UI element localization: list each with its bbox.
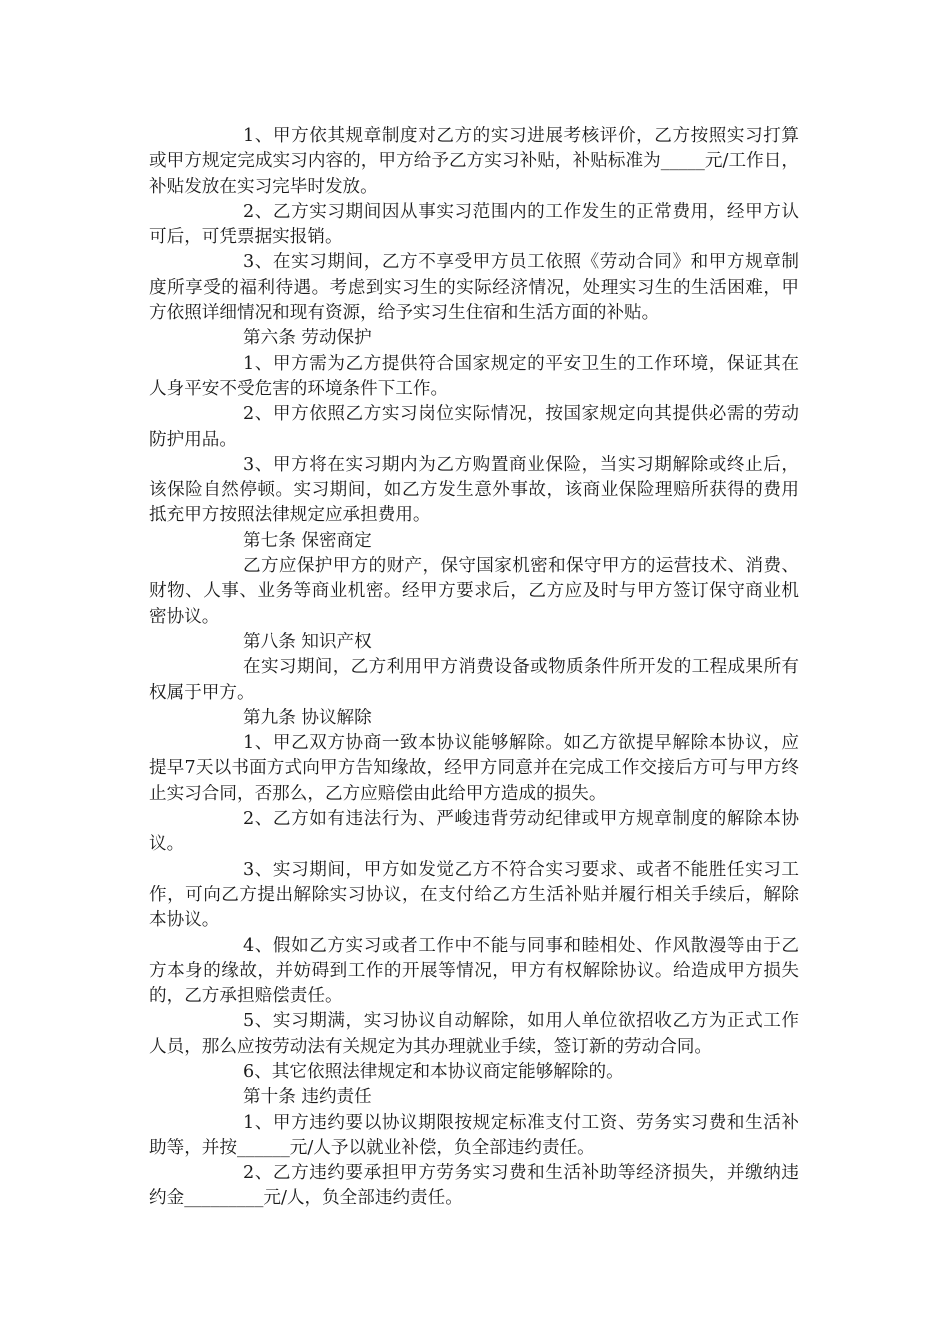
paragraph-protective-equipment: 2、甲方依照乙方实习岗位实际情况，按国家规定向其提供必需的劳动防护用品。 [149, 404, 799, 450]
paragraph-safe-environment: 1、甲方需为乙方提供符合国家规定的平安卫生的工作环境，保证其在人身平安不受危害的环境条件下工作。 [149, 353, 799, 399]
section-heading-labor-protection: 第六条 劳动保护 [243, 328, 372, 349]
paragraph-benefits: 3、在实习期间，乙方不享受甲方员工依照《劳动合同》和甲方规章制度所享受的福利待遇。考虑到实习生的实际经济情况，处理实习生的生活困难，甲方依照详细情况和现有资源，给予实习生住宿和生活方面的补贴。 [149, 252, 799, 324]
paragraph-intellectual-property: 在实习期间，乙方利用甲方消费设备或物质条件所开发的工程成果所有权属于甲方。 [149, 657, 799, 703]
section-heading-intellectual-property: 第八条 知识产权 [243, 631, 372, 652]
paragraph-expenses: 2、乙方实习期间因从事实习范围内的工作发生的正常费用，经甲方认可后，可凭票据实报销。 [149, 201, 799, 248]
paragraph-termination-mutual: 1、甲乙双方协商一致本协议能够解除。如乙方欲提早解除本协议，应提早7天以书面方式向甲方告知缘故，经甲方同意并在完成工作交接后方可与甲方终止实习合同，否那么，乙方应赔偿由此给甲方造成的损失。 [149, 733, 799, 804]
paragraph-termination-violation: 2、乙方如有违法行为、严峻违背劳动纪律或甲方规章制度的解除本协议。 [149, 809, 799, 855]
section-heading-confidentiality: 第七条 保密商定 [243, 530, 372, 551]
section-heading-breach-liability: 第十条 违约责任 [243, 1087, 372, 1108]
paragraph-insurance: 3、甲方将在实习期内为乙方购置商业保险，当实习期解除或终止后，该保险自然停顿。实习期间，如乙方发生意外事故，该商业保险理赔所获得的费用抵充甲方按照法律规定应承担费用。 [149, 454, 799, 526]
paragraph-confidentiality: 乙方应保护甲方的财产，保守国家机密和保守甲方的运营技术、消费、财物、人事、业务等商业机密。经甲方要求后，乙方应及时与甲方签订保守商业机密协议。 [149, 556, 799, 627]
paragraph-termination-expiry: 5、实习期满，实习协议自动解除，如用人单位欲招收乙方为正式工作人员，那么应按劳动法有关规定为其办理就业手续，签订新的劳动合同。 [149, 1011, 799, 1057]
paragraph-termination-other: 6、其它依照法律规定和本协议商定能够解除的。 [243, 1061, 624, 1082]
paragraph-breach-party-b: 2、乙方违约要承担甲方劳务实习费和生活补助等经济损失，并缴纳违约金_________元/人，负全部违约责任。 [149, 1163, 799, 1209]
paragraph-termination-unqualified: 3、实习期间，甲方如发觉乙方不符合实习要求、或者不能胜任实习工作，可向乙方提出解除实习协议，在支付给乙方生活补贴并履行相关手续后，解除本协议。 [149, 859, 799, 931]
paragraph-breach-party-a: 1、甲方违约要以协议期限按规定标准支付工资、劳务实习费和生活补助等，并按______元/人予以就业补偿，负全部违约责任。 [149, 1112, 799, 1158]
section-heading-termination: 第九条 协议解除 [243, 707, 372, 728]
document-body [149, 124, 799, 1212]
paragraph-allowance: 1、甲方依其规章制度对乙方的实习进展考核评价，乙方按照实习打算或甲方规定完成实习内容的，甲方给予乙方实习补贴，补贴标准为_____元/工作日，补贴发放在实习完毕时发放。 [149, 126, 799, 197]
paragraph-termination-conduct: 4、假如乙方实习或者工作中不能与同事和睦相处、作风散漫等由于乙方本身的缘故，并妨碍到工作的开展等情况，甲方有权解除协议。给造成甲方损失的，乙方承担赔偿责任。 [149, 935, 799, 1007]
